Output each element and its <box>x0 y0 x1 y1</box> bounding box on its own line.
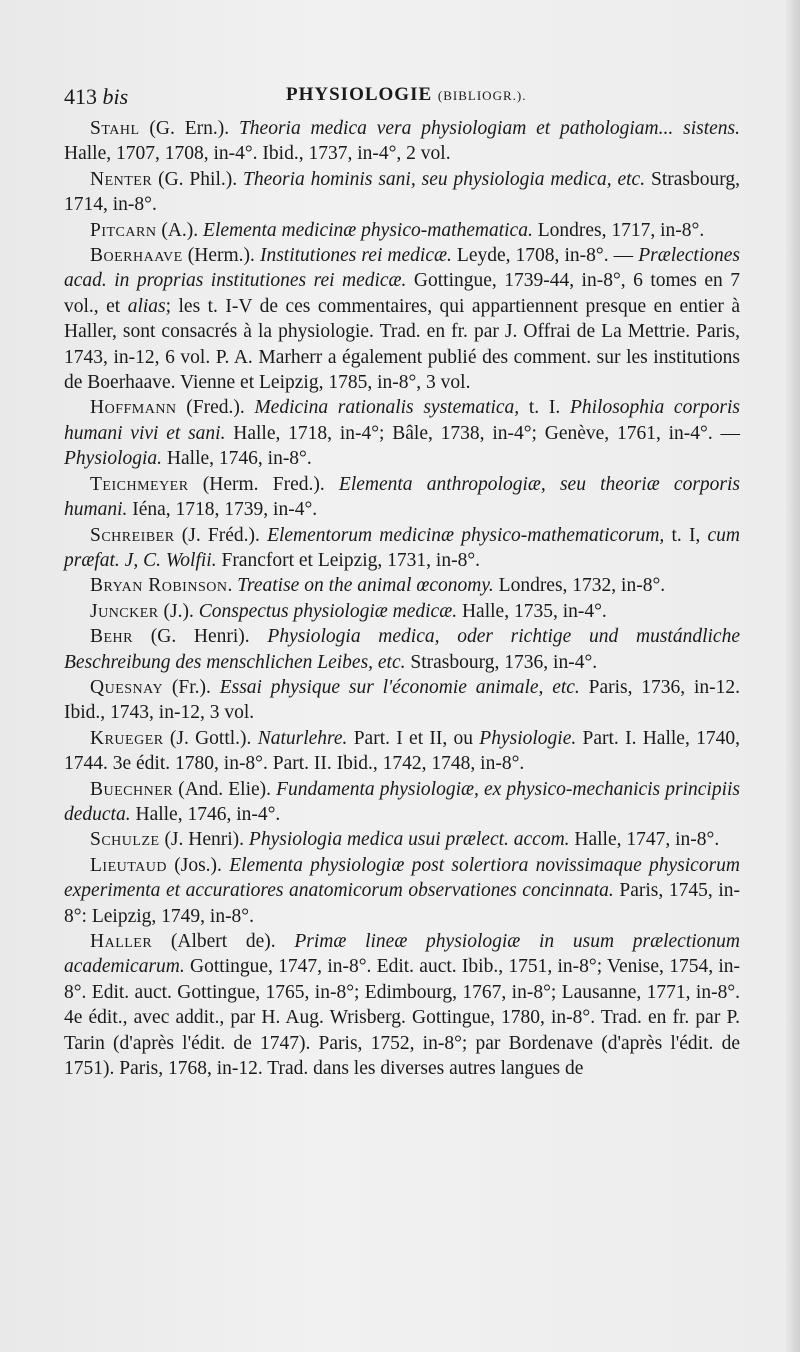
entry-author-details: (Fr.). <box>163 676 220 698</box>
entry-imprint: Halle, 1746, in-8°. <box>162 448 312 470</box>
entry-imprint: Londres, 1717, in-8°. <box>532 219 705 241</box>
entry-imprint: t. I, <box>664 524 708 546</box>
entry-author-details: (A.). <box>156 219 204 241</box>
bibliography-entry <box>64 395 740 471</box>
entry-author-details: (Herm. Fred.). <box>188 473 339 495</box>
entry-author-details: . <box>227 575 238 597</box>
entry-title: Elementa physiologiæ post solertiora novissimaque physicorum experimenta et accuratiores anatomicorum observationes concinnata. <box>64 854 740 902</box>
entry-imprint: ; les t. I-V de ces commentaires, qui appartiennent presque en entier à Haller, sont consacrés à la physiologie. Trad. en fr. par J. Offrai de La Mettrie. Paris, 1743, in-12, 6 vol. P. A. Marherr a également publié des comment. sur les institutions de Boerhaave. Vienne et Leipzig, 1785, in-8°, 3 vol. <box>64 295 740 394</box>
bibliography-entry <box>64 624 740 675</box>
entry-imprint: Gottingue, 1747, in-8°. Edit. auct. Ibib., 1751, in-8°; Venise, 1754, in-8°. Edit. auct. Gottingue, 1765, in-8°; Edimbourg, 1767, in-8°; Lausanne, 1771, in-8°. 4e édit., avec addit., par H. Aug. Wrisberg. Gottingue, 1780, in-8°. Trad. en fr. par P. Tarin (d'après l'édit. de 1747). Paris, 1752, in-8°; par Bordenave (d'après l'édit. de 1751). Paris, 1768, in-12. Trad. dans les diverses autres langues de <box>64 956 740 1080</box>
entry-title: Conspectus physiologiæ medicæ. <box>198 600 458 622</box>
bibliography-entry <box>64 167 740 218</box>
entry-author: Stahl <box>90 118 140 139</box>
entry-imprint: Londres, 1732, in-8°. <box>493 575 666 597</box>
entry-author-details: (And. Elie). <box>173 778 277 800</box>
bibliography-entry <box>64 929 740 1081</box>
entry-title: Medicina rationalis systematica, <box>254 397 520 419</box>
entry-title: Elementa medicinæ physico-mathematica. <box>203 219 533 241</box>
entry-author-details: (Herm.). <box>182 245 260 267</box>
entry-title: Primæ lineæ physiologiæ in usum prælectionum academicarum. <box>64 931 740 978</box>
entry-author: Boerhaave <box>90 245 183 267</box>
bibliography-entry <box>64 116 740 167</box>
entry-title: Essai physique sur l'économie animale, etc. <box>219 676 580 698</box>
entry-author: Schreiber <box>90 524 175 546</box>
entry-author-details: (Jos.). <box>167 854 230 876</box>
entry-imprint: Gottingue, 1739-44, in-8°, 6 tomes en 7 vol., et <box>64 270 740 317</box>
entry-title: Treatise on the animal œconomy. <box>237 575 494 597</box>
entry-author-details: (G. Ern.). <box>139 118 239 139</box>
running-head <box>286 84 526 106</box>
entry-imprint: Paris, 1736, in-12. Ibid., 1743, in-12, 3 vol. <box>64 676 741 724</box>
entry-title: Theoria hominis sani, seu physiologia medica, etc. <box>243 168 646 190</box>
entry-title: Physiologia medica usui prælect. accom. <box>248 829 570 851</box>
page-suffix: bis <box>102 84 129 109</box>
running-head-title: PHYSIOLOGIE <box>286 84 433 105</box>
entry-author: Haller <box>90 931 153 952</box>
entry-title: Institutiones rei medicæ. <box>259 245 452 267</box>
entry-author-details: (G. Phil.). <box>152 168 244 190</box>
entry-title: Prælectiones acad. in proprias institutiones rei medicæ. <box>64 245 741 292</box>
entry-title: Physiologia medica, oder richtige und mustándliche Beschreibung des menschlichen Leibes, etc. <box>64 626 740 673</box>
bibliography-entry <box>64 675 740 726</box>
entry-imprint: Iéna, 1718, 1739, in-4°. <box>127 499 318 521</box>
entry-author: Buechner <box>90 778 174 800</box>
bibliography-text <box>64 116 740 1081</box>
bibliography-entry <box>64 523 740 574</box>
entry-imprint: Leyde, 1708, in-8°. — <box>451 245 639 267</box>
page-gutter-shadow <box>786 0 800 1352</box>
entry-author: Bryan Robinson <box>90 575 228 597</box>
entry-imprint: Strasbourg, 1736, in-4°. <box>405 651 598 673</box>
entry-author: Schulze <box>90 829 160 851</box>
bibliography-entry <box>64 573 740 598</box>
entry-title: cum præfat. J, C. Wolfii. <box>64 524 740 571</box>
entry-author: Quesnay <box>90 676 164 698</box>
entry-imprint: t. I. <box>519 397 570 419</box>
entry-imprint: Francfort et Leipzig, 1731, in-8°. <box>216 549 480 571</box>
entry-author-details: (J.). <box>158 600 199 622</box>
entry-imprint: Halle, 1747, in-8°. <box>569 829 720 851</box>
entry-imprint: Part. I. Halle, 1740, 1744. 3e édit. 1780, in-8°. Part. II. Ibid., 1742, 1748, in-8°. <box>64 727 740 775</box>
entry-author-details: (J. Henri). <box>159 829 249 851</box>
entry-author-details: (Albert de). <box>152 931 295 952</box>
entry-author: Nenter <box>90 168 153 190</box>
entry-author-details: (J. Fréd.). <box>174 524 268 546</box>
entry-imprint: Halle, 1746, in-4°. <box>130 803 281 825</box>
entry-author: Hoffmann <box>90 397 177 419</box>
entry-title: Theoria medica vera physiologiam et pathologiam... sistens. <box>238 118 740 139</box>
entry-imprint: Halle, 1718, in-4°; Bâle, 1738, in-4°; Genève, 1761, in-4°. — <box>225 422 740 444</box>
bibliography-entry <box>64 218 740 243</box>
entry-title: Philosophia corporis humani vivi et sani. <box>64 397 740 444</box>
entry-title: Naturlehre. <box>257 727 348 749</box>
entry-title: Elementa anthropologiæ, seu theoriæ corporis humani. <box>64 473 740 521</box>
entry-author-details: (G. Henri). <box>133 626 268 648</box>
entry-author-details: (Fred.). <box>176 397 255 419</box>
bibliography-entry <box>64 827 740 852</box>
bibliography-entry <box>64 472 740 523</box>
page-header <box>64 84 764 114</box>
entry-imprint: Halle, 1707, 1708, in-4°. Ibid., 1737, in-4°, 2 vol. <box>64 143 451 165</box>
entry-title: alias <box>127 295 166 317</box>
entry-author: Lieutaud <box>90 854 167 876</box>
entry-title: Physiologie. <box>479 727 577 749</box>
bibliography-entry <box>64 599 740 624</box>
bibliography-entry <box>64 853 740 929</box>
page-number: 413 bis <box>64 84 129 109</box>
bibliography-entry <box>64 726 740 777</box>
bibliography-entry <box>64 777 740 828</box>
entry-imprint: Paris, 1745, in-8°: Leipzig, 1749, in-8°. <box>64 880 740 927</box>
entry-imprint: Halle, 1735, in-4°. <box>457 600 607 622</box>
entry-imprint: Part. I et II, ou <box>347 727 480 749</box>
entry-author: Teichmeyer <box>90 473 189 495</box>
entry-author-details: (J. Gottl.). <box>163 727 258 749</box>
entry-author: Behr <box>90 626 134 648</box>
entry-author: Pitcarn <box>90 219 157 241</box>
entry-author: Juncker <box>90 600 159 622</box>
entry-author: Krueger <box>90 727 164 749</box>
entry-title: Physiologia. <box>64 448 163 470</box>
running-head-section: (BIBLIOGR.). <box>437 88 527 103</box>
entry-title: Fundamenta physiologiæ, ex physico-mechanicis principiis deducta. <box>64 778 740 825</box>
bibliography-entry <box>64 243 740 395</box>
entry-title: Elementorum medicinæ physico-mathematicorum, <box>267 524 665 546</box>
entry-imprint: Strasbourg, 1714, in-8°. <box>64 168 740 216</box>
